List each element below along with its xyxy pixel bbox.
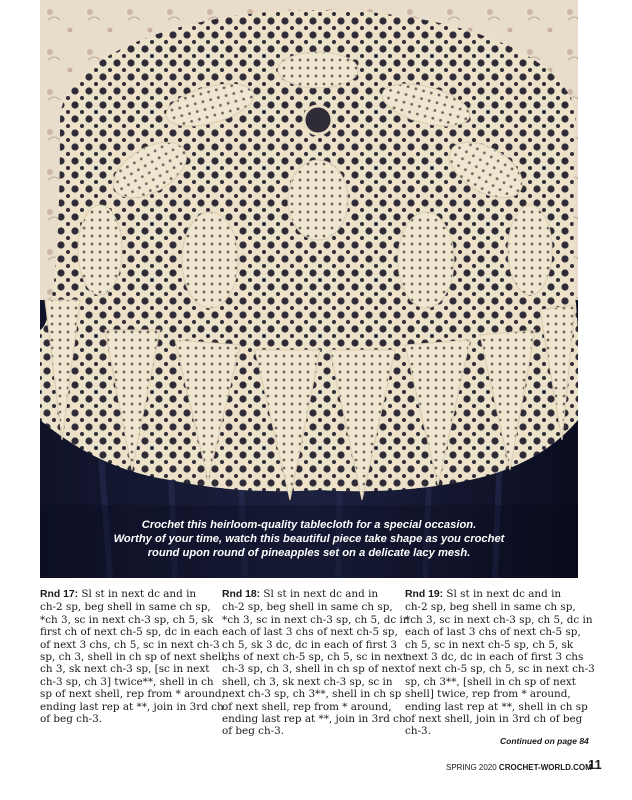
instruction-line: Rnd 17: Sl st in next dc and in: [40, 588, 197, 600]
instruction-line: Rnd 19: Sl st in next dc and in: [405, 588, 562, 600]
instruction-line: ch-2 sp, beg shell in same ch sp,: [222, 601, 393, 614]
photo-caption: [40, 518, 578, 560]
instruction-line: chs of next ch-5 sp, ch 5, sc in next: [222, 651, 407, 664]
instruction-line: ch 5, sk 3 dc, dc in each of first 3: [222, 638, 397, 651]
instruction-line: ending last rep at **, join in 3rd ch: [222, 713, 406, 726]
pattern-column-rnd-19: [405, 588, 595, 738]
continued-note: Continued on page 84: [500, 736, 589, 746]
instruction-line: ch-3 sp, ch 3, shell in ch sp of next: [222, 663, 405, 676]
instruction-line: ch-3 sp, ch 3] twice**, shell in ch: [40, 675, 214, 688]
instruction-line: next 3 dc, dc in each of first 3 chs: [405, 651, 584, 664]
instruction-line: each of last 3 chs of next ch-5 sp,: [222, 626, 398, 639]
caption-line: round upon round of pineapples set on a delicate lacy mesh.: [147, 547, 471, 559]
instruction-line: *ch 3, sc in next ch-3 sp, ch 5, dc in: [222, 613, 410, 626]
page-number: 11: [588, 757, 602, 772]
pattern-column-rnd-18: [222, 588, 410, 738]
instruction-line: Rnd 18: Sl st in next dc and in: [222, 588, 379, 600]
instruction-line: ending last rep at **, join in 3rd ch: [40, 700, 224, 713]
instruction-line: next ch-3 sp, ch 3**, shell in ch sp: [222, 688, 402, 701]
instruction-line: of next shell, rep from * around,: [222, 700, 392, 713]
page-footer: [446, 763, 592, 772]
instruction-line: of next 3 chs, ch 5, sc in next ch-3: [40, 638, 220, 651]
tablecloth-photo: [40, 0, 578, 578]
round-heading: Rnd 19:: [405, 589, 444, 600]
instruction-line: sp, ch 3, shell in ch sp of next shell,: [40, 651, 228, 664]
instruction-line: of beg ch-3.: [40, 713, 103, 726]
pattern-column-rnd-17: [40, 588, 228, 725]
instruction-line: first ch of next ch-5 sp, dc in each: [40, 626, 219, 639]
instruction-line: *ch 3, sc in next ch-3 sp, ch 5, sk: [40, 613, 214, 626]
instruction-line: shell] twice, rep from * around,: [405, 688, 571, 701]
instruction-line: shell, ch 3, sk next ch-3 sp, sc in: [222, 675, 393, 688]
instruction-line: of next shell, join in 3rd ch of beg: [405, 713, 583, 726]
round-heading: Rnd 17:: [40, 589, 79, 600]
instruction-line: sp of next shell, rep from * around,: [40, 688, 225, 701]
instruction-line: each of last 3 chs of next ch-5 sp,: [405, 626, 581, 639]
instruction-line: of beg ch-3.: [222, 725, 285, 738]
issue-label: SPRING 2020: [446, 763, 499, 772]
instruction-line: of next ch-5 sp, ch 5, sc in next ch-3: [405, 663, 595, 676]
caption-line: Worthy of your time, watch this beautiful piece take shape as you crochet: [113, 533, 505, 545]
instruction-line: *ch 3, sc in next ch-3 sp, ch 5, dc in: [405, 613, 593, 626]
instruction-line: ch 5, sc in next ch-5 sp, ch 5, sk: [405, 638, 574, 651]
round-heading: Rnd 18:: [222, 589, 261, 600]
instruction-line: ch-2 sp, beg shell in same ch sp,: [40, 601, 211, 614]
instruction-line: ending last rep at **, shell in ch sp: [405, 700, 588, 713]
site-url: CROCHET-WORLD.COM: [498, 763, 592, 772]
instruction-line: sp, ch 3**, [shell in ch sp of next: [405, 675, 576, 688]
instruction-line: ch-2 sp, beg shell in same ch sp,: [405, 601, 576, 614]
instruction-line: ch 3, sk next ch-3 sp, [sc in next: [40, 663, 210, 676]
instruction-line: ch-3.: [405, 725, 431, 738]
caption-line: Crochet this heirloom-quality tablecloth for a special occasion.: [141, 519, 477, 531]
